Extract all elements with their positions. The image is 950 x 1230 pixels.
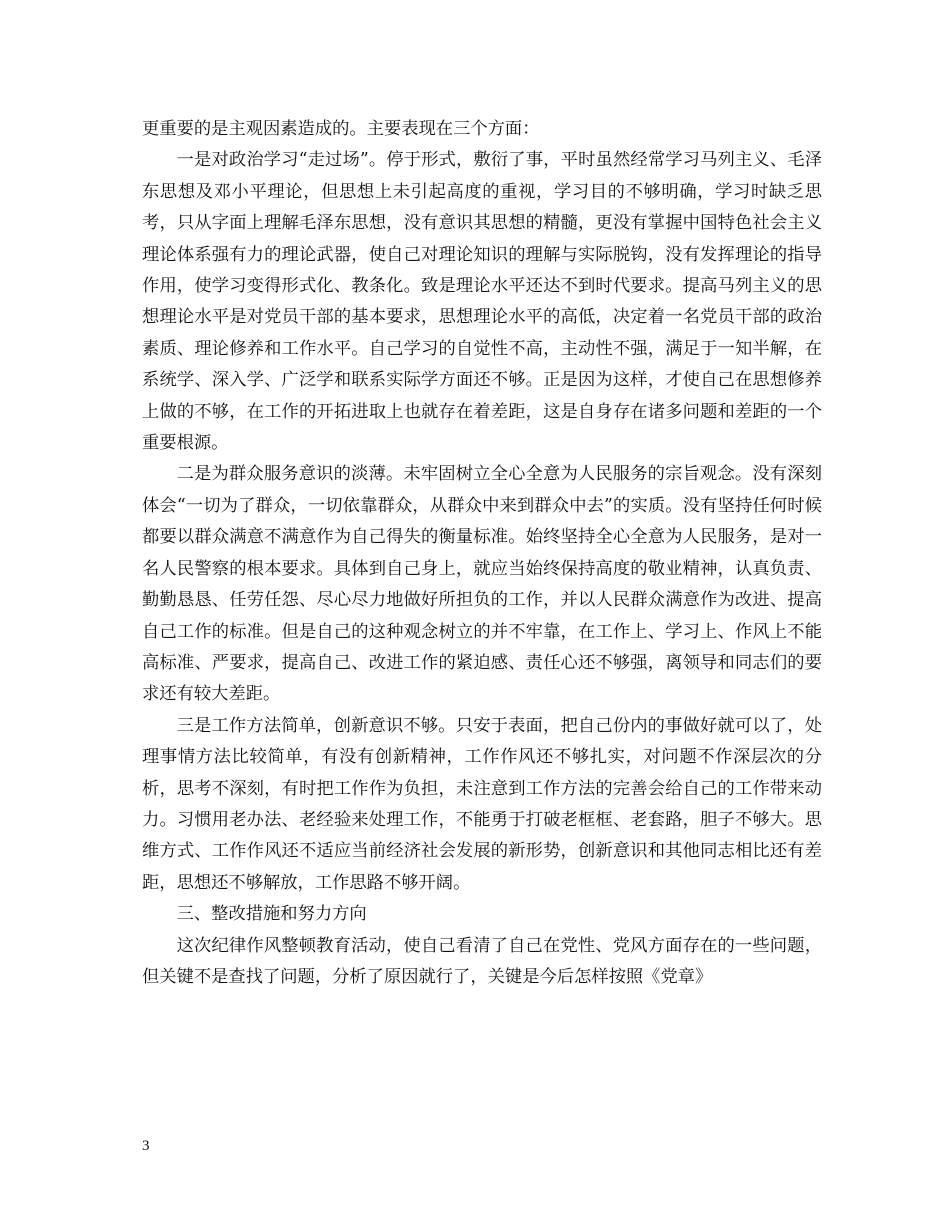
paragraph-political-study: 一是对政治学习“走过场”。停于形式，敷衍了事，平时虽然经常学习马列主义、毛泽东思想及邓小平理论，但思想上未引起高度的重视，学习目的不够明确，学习时缺乏思考，只从字面上理解毛泽东思想，没有意识其思想的精髓，更没有掌握中国特色社会主义理论体系强有力的理论武器，使自己对理论知识的理解与实际脱钩，没有发挥理论的指导作用，使学习变得形式化、教条化。致是理论水平还达不到时代要求。提高马列主义的思想理论水平是对党员干部的基本要求，思想理论水平的高低，决定着一名党员干部的政治素质、理论修养和工作水平。自己学习的自觉性不高，主动性不强，满足于一知半解，在系统学、深入学、广泛学和联系实际学方面还不够。正是因为这样，才使自己在思想修养上做的不够，在工作的开拓进取上也就存在着差距，这是自身存在诸多问题和差距的一个重要根源。 bbox=[142, 150, 822, 454]
paragraph-rectification-intro: 这次纪律作风整顿教育活动，使自己看清了自己在党性、党风方面存在的一些问题，但关键不是查找了问题，分析了原因就行了，关键是今后怎样按照《党章》 bbox=[142, 935, 822, 987]
paragraph-work-method: 三是工作方法简单，创新意识不够。只安于表面，把自己份内的事做好就可以了，处理事情方法比较简单，有没有创新精神，工作作风还不够扎实，对问题不作深层次的分析，思考不深刻，有时把工作作为负担，未注意到工作方法的完善会给自己的工作带来动力。习惯用老办法、老经验来处理工作，不能勇于打破老框框、老套路，胆子不够大。思维方式、工作作风还不适应当前经济社会发展的新形势，创新意识和其他同志相比还有差距，思想还不够解放，工作思路不够开阔。 bbox=[142, 715, 822, 893]
paragraph-continuation: 更重要的是主观因素造成的。主要表现在三个方面： bbox=[142, 119, 540, 139]
page-number: 3 bbox=[142, 1138, 150, 1154]
section-heading-rectification: 三、整改措施和努力方向 bbox=[176, 904, 367, 925]
document-body bbox=[142, 114, 822, 993]
paragraph-service-awareness: 二是为群众服务意识的淡薄。未牢固树立全心全意为人民服务的宗旨观念。没有深刻体会“一切为了群众，一切依靠群众，从群众中来到群众中去”的实质。没有坚持任何时候都要以群众满意不满意作为自己得失的衡量标准。始终坚持全心全意为人民服务，是对一名人民警察的根本要求。具体到自己身上，就应当始终保持高度的敬业精神，认真负责、勤勤恳恳、任劳任怨、尽心尽力地做好所担负的工作，并以人民群众满意作为改进、提高自己工作的标准。但是自己的这种观念树立的并不牢靠，在工作上、学习上、作风上不能高标准、严要求，提高自己、改进工作的紧迫感、责任心还不够强，离领导和同志们的要求还有较大差距。 bbox=[142, 464, 822, 705]
